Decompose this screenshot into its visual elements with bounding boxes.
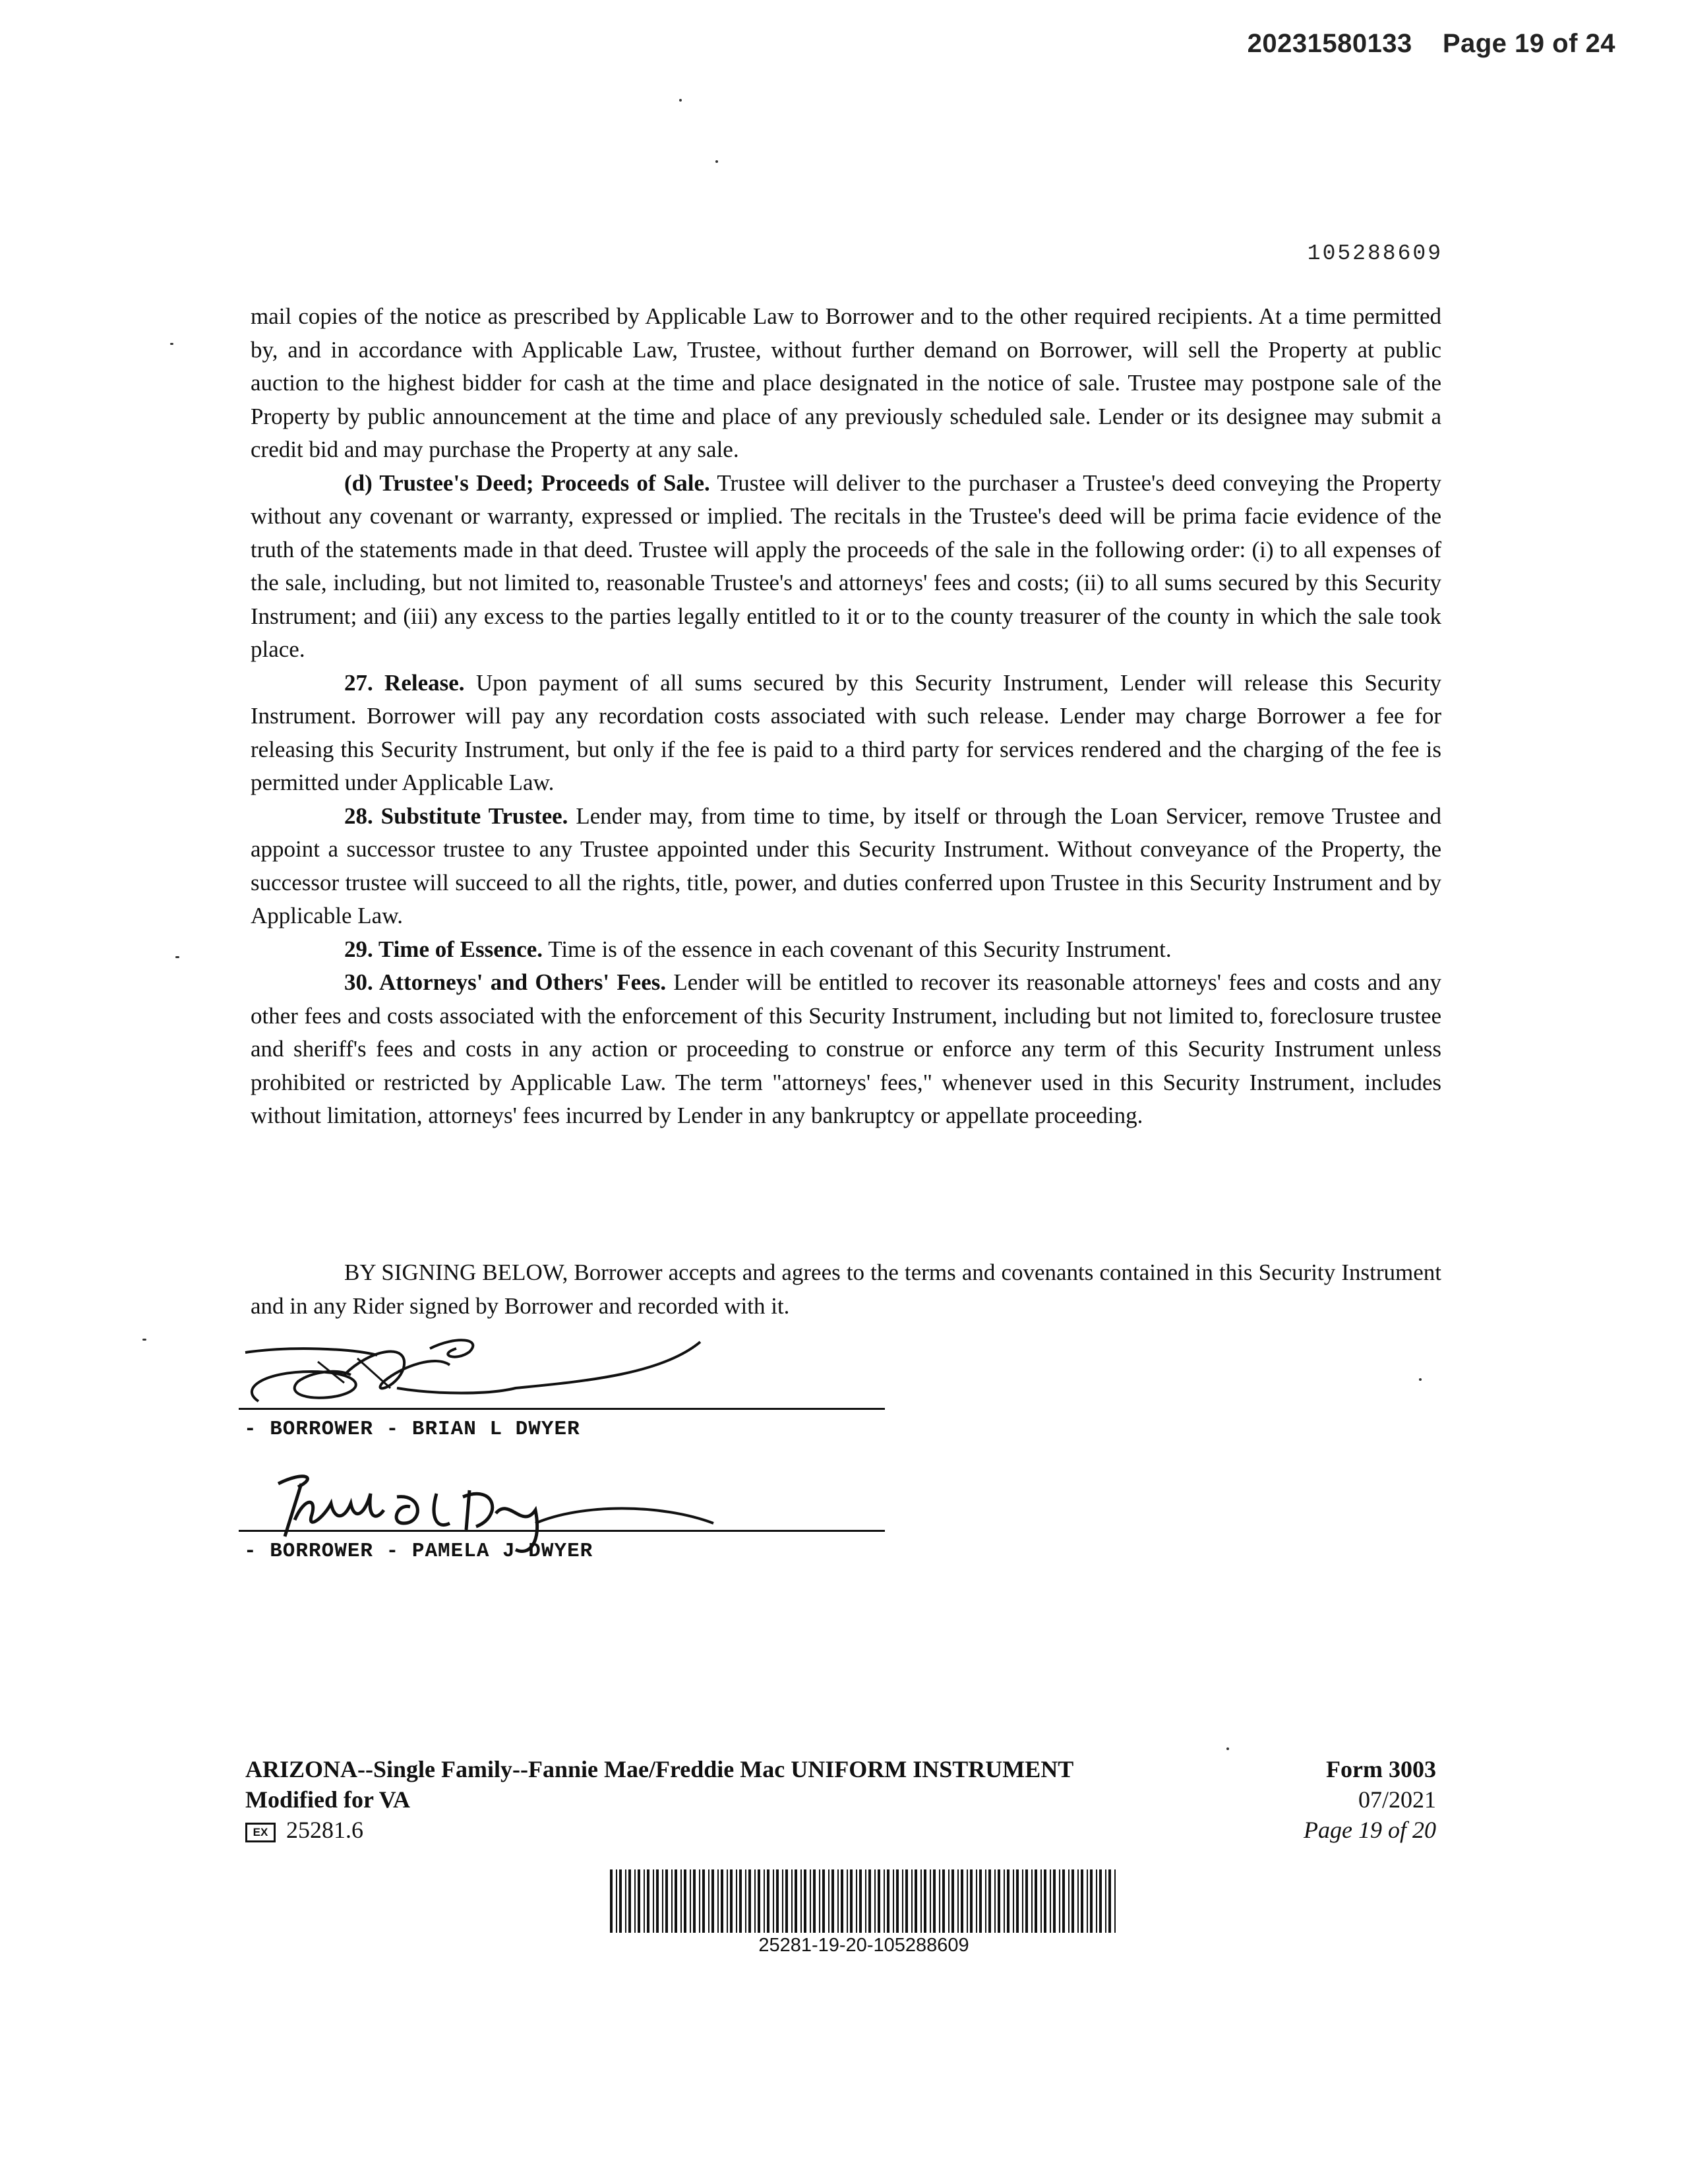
form-title: ARIZONA--Single Family--Fannie Mae/Freddie Mac UNIFORM INSTRUMENT xyxy=(245,1756,1074,1782)
barcode-bar xyxy=(1050,1869,1051,1933)
barcode-bar xyxy=(819,1869,820,1933)
barcode-bar xyxy=(739,1869,742,1933)
barcode-bar xyxy=(967,1869,968,1933)
barcode-bar xyxy=(1004,1869,1005,1933)
barcode-bar xyxy=(776,1869,779,1933)
paragraph-substitute-trustee xyxy=(251,800,1441,933)
barcode-bar xyxy=(1044,1869,1046,1933)
barcode-bar xyxy=(865,1869,866,1933)
form-footer-right xyxy=(1304,1754,1436,1845)
barcode-bar xyxy=(699,1869,700,1933)
barcode-bar xyxy=(1053,1869,1056,1933)
barcode-bar xyxy=(896,1869,899,1933)
barcode-bar xyxy=(874,1869,876,1933)
barcode-bar xyxy=(745,1869,746,1933)
barcode-bar xyxy=(856,1869,857,1933)
barcode-bar xyxy=(988,1869,991,1933)
barcode-bar xyxy=(702,1869,705,1933)
signing-statement-text: BY SIGNING BELOW, Borrower accepts and agrees to the terms and covenants contained in this Security Instrument and in any Rider signed by Borrower and recorded with it. xyxy=(251,1259,1441,1319)
barcode-bar xyxy=(1096,1869,1097,1933)
barcode-bar xyxy=(911,1869,913,1933)
barcode-bar xyxy=(730,1869,733,1933)
barcode-bar xyxy=(979,1869,982,1933)
barcode-bar xyxy=(985,1869,986,1933)
barcode-bar xyxy=(619,1869,622,1933)
barcode-bar xyxy=(961,1869,963,1933)
barcode-bar xyxy=(878,1869,880,1933)
borrower-signature-block xyxy=(239,1335,885,1454)
barcode-bar xyxy=(957,1869,959,1933)
signing-statement xyxy=(251,1256,1441,1323)
paragraph-text: Trustee will deliver to the purchaser a Trustee's deed conveying the Property without any covenant or warranty, expressed or implied. The recitals in the Trustee's deed will be prima facie evidence of the truth of the statements made in that deed. Trustee will apply the proceeds of the sale in the following order: (i) to all expenses of the sale, including, but not limited to, reasonable Trustee's and attorneys' fees and costs; (ii) to all sums secured by this Security Instrument; and (iii) any excess to the parties legally entitled to it or to the county treasurer of the county in which the sale took place. xyxy=(251,470,1441,662)
barcode-bar xyxy=(1081,1869,1083,1933)
barcode-bar xyxy=(884,1869,885,1933)
barcode-bar xyxy=(915,1869,917,1933)
barcode-bar xyxy=(994,1869,996,1933)
barcode-bar xyxy=(859,1869,862,1933)
barcode-bar xyxy=(1105,1869,1106,1933)
paragraph-heading: 30. Attorneys' and Others' Fees. xyxy=(344,969,667,995)
form-number: Form 3003 xyxy=(1326,1756,1436,1782)
barcode-bar xyxy=(920,1869,922,1933)
barcode-bar xyxy=(813,1869,816,1933)
barcode-bar xyxy=(671,1869,673,1933)
form-date: 07/2021 xyxy=(1358,1786,1436,1813)
recording-number: 20231580133 xyxy=(1247,29,1412,58)
barcode-bar xyxy=(690,1869,691,1933)
paragraph-text: Upon payment of all sums secured by this Security Instrument, Lender will release this Security Instrument. Borrower will pay any recordation costs associated with such release. Lender may charge Borrower a fee for releasing this Security Instrument, but only if the fee is paid to a third party for services rendered and the charging of the fee is permitted under Applicable Law. xyxy=(251,669,1441,795)
paragraph-heading: 29. Time of Essence. xyxy=(344,936,543,962)
barcode-bar xyxy=(785,1869,788,1933)
barcode-bar xyxy=(930,1869,931,1933)
barcode-bar xyxy=(656,1869,659,1933)
barcode-bar xyxy=(1031,1869,1033,1933)
barcode-bar xyxy=(767,1869,769,1933)
scan-speck xyxy=(142,1339,146,1341)
barcode-bar xyxy=(644,1869,645,1933)
barcode-bar xyxy=(810,1869,811,1933)
barcode-bar xyxy=(1007,1869,1010,1933)
signature-line xyxy=(239,1408,885,1410)
barcode-bar xyxy=(1108,1869,1111,1933)
barcode-bar xyxy=(1077,1869,1079,1933)
scan-speck xyxy=(1419,1378,1422,1381)
barcode-bar xyxy=(791,1869,793,1933)
doc-code: 25281.6 xyxy=(286,1817,363,1843)
barcode-bar xyxy=(721,1869,723,1933)
barcode-bar xyxy=(998,1869,1000,1933)
barcode-bar xyxy=(850,1869,853,1933)
barcode-bar xyxy=(782,1869,783,1933)
barcode-bar xyxy=(942,1869,945,1933)
barcode-bar xyxy=(675,1869,677,1933)
page-indicator: Page 19 of 24 xyxy=(1442,29,1615,58)
barcode-bar xyxy=(1016,1869,1019,1933)
barcode-bar xyxy=(841,1869,843,1933)
barcode-bar xyxy=(1013,1869,1014,1933)
barcode-bar xyxy=(970,1869,973,1933)
barcode-bar xyxy=(831,1869,834,1933)
barcode-bar xyxy=(634,1869,636,1933)
barcode-bar xyxy=(847,1869,848,1933)
barcode-bar xyxy=(625,1869,626,1933)
barcode-bar xyxy=(1090,1869,1093,1933)
barcode-bar xyxy=(1035,1869,1037,1933)
barcode-bar xyxy=(924,1869,926,1933)
paragraph-attorneys-fees xyxy=(251,966,1441,1133)
barcode-bar xyxy=(868,1869,871,1933)
barcode-bar xyxy=(948,1869,950,1933)
paragraph-heading: 27. Release. xyxy=(344,669,465,696)
paragraph-text: Time is of the essence in each covenant of this Security Instrument. xyxy=(548,936,1172,962)
barcode-bar xyxy=(905,1869,908,1933)
scan-speck xyxy=(1226,1747,1229,1750)
barcode-bar xyxy=(1099,1869,1102,1933)
barcode-bar xyxy=(887,1869,889,1933)
barcode-bar xyxy=(1022,1869,1023,1933)
scan-speck xyxy=(715,160,718,163)
barcode-bar xyxy=(754,1869,756,1933)
doc-code-icon: EX xyxy=(245,1823,276,1842)
barcode-image xyxy=(610,1869,1118,1933)
loan-number: 105288609 xyxy=(1307,241,1443,266)
barcode-bar xyxy=(1040,1869,1042,1933)
barcode-bar xyxy=(1062,1869,1065,1933)
barcode-bar xyxy=(837,1869,839,1933)
handwritten-signature xyxy=(239,1335,885,1411)
barcode-bar xyxy=(638,1869,640,1933)
barcode-bar xyxy=(804,1869,806,1933)
paragraph-release xyxy=(251,667,1441,800)
paragraph-heading: (d) Trustee's Deed; Proceeds of Sale. xyxy=(344,470,710,496)
barcode-bar xyxy=(1059,1869,1060,1933)
barcode-bar xyxy=(951,1869,954,1933)
barcode-bar xyxy=(902,1869,903,1933)
barcode-bar xyxy=(711,1869,714,1933)
doc-code-row xyxy=(245,1815,1073,1845)
barcode-bar xyxy=(822,1869,825,1933)
scan-speck xyxy=(170,343,173,345)
form-modification: Modified for VA xyxy=(245,1786,411,1813)
barcode-bar xyxy=(773,1869,774,1933)
scan-speck xyxy=(175,956,179,958)
barcode-bar xyxy=(800,1869,802,1933)
barcode-bar xyxy=(736,1869,737,1933)
recording-header xyxy=(1248,29,1615,59)
paragraph-notice-of-sale: mail copies of the notice as prescribed by Applicable Law to Borrower and to the other required recipients. At a time permitted by, and in accordance with Applicable Law, Trustee, without further demand on Borrower, will sell the Property at public auction to the highest bidder for cash at the time and place designated in the notice of sale. Trustee may postpone sale of the Property by public announcement at the time and place of any previously scheduled sale. Lender or its designee may submit a credit bid and may purchase the Property at any sale. xyxy=(251,303,1441,462)
barcode-bar xyxy=(828,1869,829,1933)
barcode-bar xyxy=(748,1869,751,1933)
barcode-bar xyxy=(653,1869,654,1933)
barcode-bar xyxy=(616,1869,617,1933)
barcode-bar xyxy=(1025,1869,1028,1933)
barcode-bar xyxy=(628,1869,631,1933)
paragraph-heading: 28. Substitute Trustee. xyxy=(344,803,568,829)
barcode-number: 25281-19-20-105288609 xyxy=(758,1935,969,1956)
document-body xyxy=(251,300,1441,1133)
borrower-name-caption: - BORROWER - BRIAN L DWYER xyxy=(244,1418,580,1441)
barcode-bar xyxy=(662,1869,663,1933)
paragraph-time-of-essence xyxy=(251,933,1441,967)
co-borrower-signature-block xyxy=(239,1457,885,1576)
barcode-bar xyxy=(1068,1869,1070,1933)
signature-line xyxy=(239,1530,885,1532)
barcode-bar xyxy=(1087,1869,1088,1933)
paragraph-text: Lender may, from time to time, by itself or through the Loan Servicer, remove Trustee and appoint a successor trustee to any Trustee appointed under this Security Instrument. Without conveyance of the Property, the successor trustee will succeed to all the rights, title, power, and duties conferred upon Trustee in this Security Instrument and by Applicable Law. xyxy=(251,803,1442,928)
barcode-bar xyxy=(680,1869,682,1933)
barcode-bar xyxy=(758,1869,760,1933)
barcode-bar xyxy=(610,1869,613,1933)
form-page: Page 19 of 20 xyxy=(1304,1817,1436,1843)
co-borrower-name-caption: - BORROWER - PAMELA J DWYER xyxy=(244,1540,593,1563)
barcode-bar xyxy=(939,1869,940,1933)
barcode-bar xyxy=(727,1869,728,1933)
scan-speck xyxy=(679,99,682,102)
barcode-bar xyxy=(684,1869,686,1933)
barcode-bar xyxy=(665,1869,668,1933)
barcode-bar xyxy=(1071,1869,1074,1933)
barcode-bar xyxy=(893,1869,894,1933)
barcode-bar xyxy=(764,1869,765,1933)
barcode-bar xyxy=(1114,1869,1116,1933)
barcode-bar xyxy=(933,1869,936,1933)
barcode-bar xyxy=(717,1869,719,1933)
barcode-bar xyxy=(708,1869,709,1933)
barcode-bar xyxy=(795,1869,797,1933)
barcode-bar xyxy=(647,1869,649,1933)
barcode-bar xyxy=(693,1869,696,1933)
barcode-bar xyxy=(976,1869,977,1933)
paragraph-trustees-deed xyxy=(251,467,1441,667)
form-footer-left xyxy=(245,1754,1073,1845)
paragraph-text: Lender will be entitled to recover its reasonable attorneys' fees and costs and any other fees and costs associated with the enforcement of this Security Instrument, including but not limited to, foreclosure trustee and sheriff's fees and costs in any action or proceeding to construe or enforce any term of this Security Instrument unless prohibited or restricted by Applicable Law. The term "attorneys' fees," whenever used in this Security Instrument, includes without limitation, attorneys' fees incurred by Lender in any bankruptcy or appellate proceeding. xyxy=(251,969,1442,1128)
